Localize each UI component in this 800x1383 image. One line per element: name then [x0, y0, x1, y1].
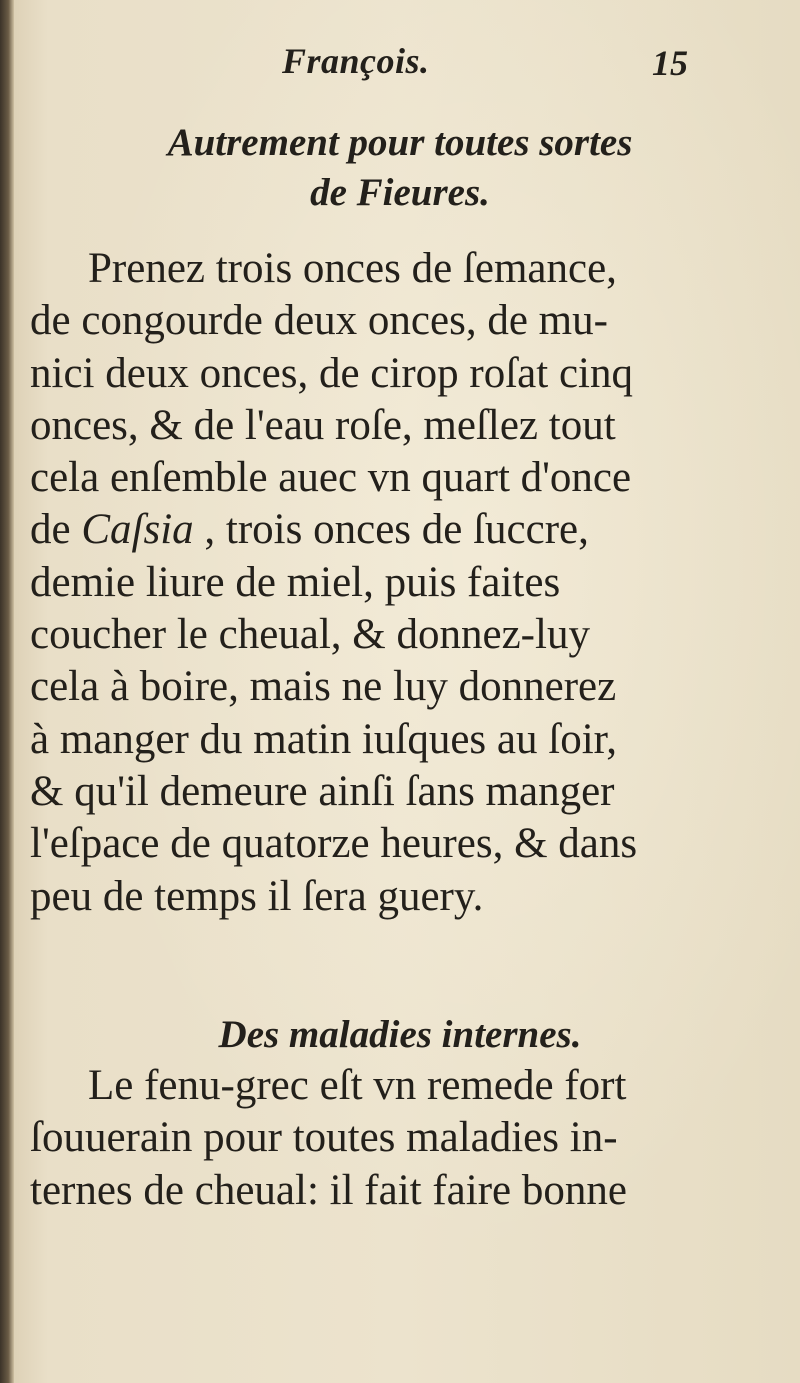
text-line: Le fenu-grec eſt vn remede fort	[88, 1062, 627, 1109]
section-heading-internal-diseases: Des maladies internes.	[218, 1013, 582, 1056]
paragraph-fever-remedy	[30, 243, 685, 923]
heading-line: de Fieures.	[310, 171, 490, 214]
text-line: ternes de cheual: il fait faire bonne	[30, 1166, 627, 1214]
heading-line: Autrement pour toutes sortes	[167, 121, 633, 164]
text-line: ſouuerain pour toutes maladies in-	[30, 1114, 618, 1162]
text-fragment: , trois onces de ſuccre,	[204, 506, 589, 554]
text-line: peu de temps il ſera guery.	[30, 872, 484, 920]
text-line: & qu'il demeure ainſi ſans manger	[30, 767, 615, 815]
text-fragment: de	[30, 506, 71, 554]
page-number: 15	[652, 43, 688, 83]
text-line: coucher le cheual, & donnez-luy	[30, 611, 590, 659]
text-line: cela enſemble auec vn quart d'once	[30, 454, 632, 502]
text-line	[30, 504, 685, 556]
section-heading-fevers	[0, 118, 800, 218]
text-line: onces, & de l'eau roſe, meſlez tout	[30, 401, 616, 449]
text-line: Prenez trois onces de ſemance,	[88, 245, 617, 292]
text-line: demie liure de miel, puis faites	[30, 558, 561, 606]
text-line: cela à boire, mais ne luy donnerez	[30, 663, 617, 711]
text-line: de congourde deux onces, de mu-	[30, 297, 608, 345]
running-title: François.	[282, 41, 430, 81]
page-header	[0, 40, 800, 90]
italic-term: Caſsia	[81, 506, 194, 554]
text-line: l'eſpace de quatorze heures, & dans	[30, 820, 638, 868]
text-line: nici deux onces, de cirop roſat cinq	[30, 349, 633, 397]
text-line: à manger du matin iuſques au ſoir,	[30, 715, 617, 763]
paragraph-fenugreek	[30, 1060, 685, 1217]
